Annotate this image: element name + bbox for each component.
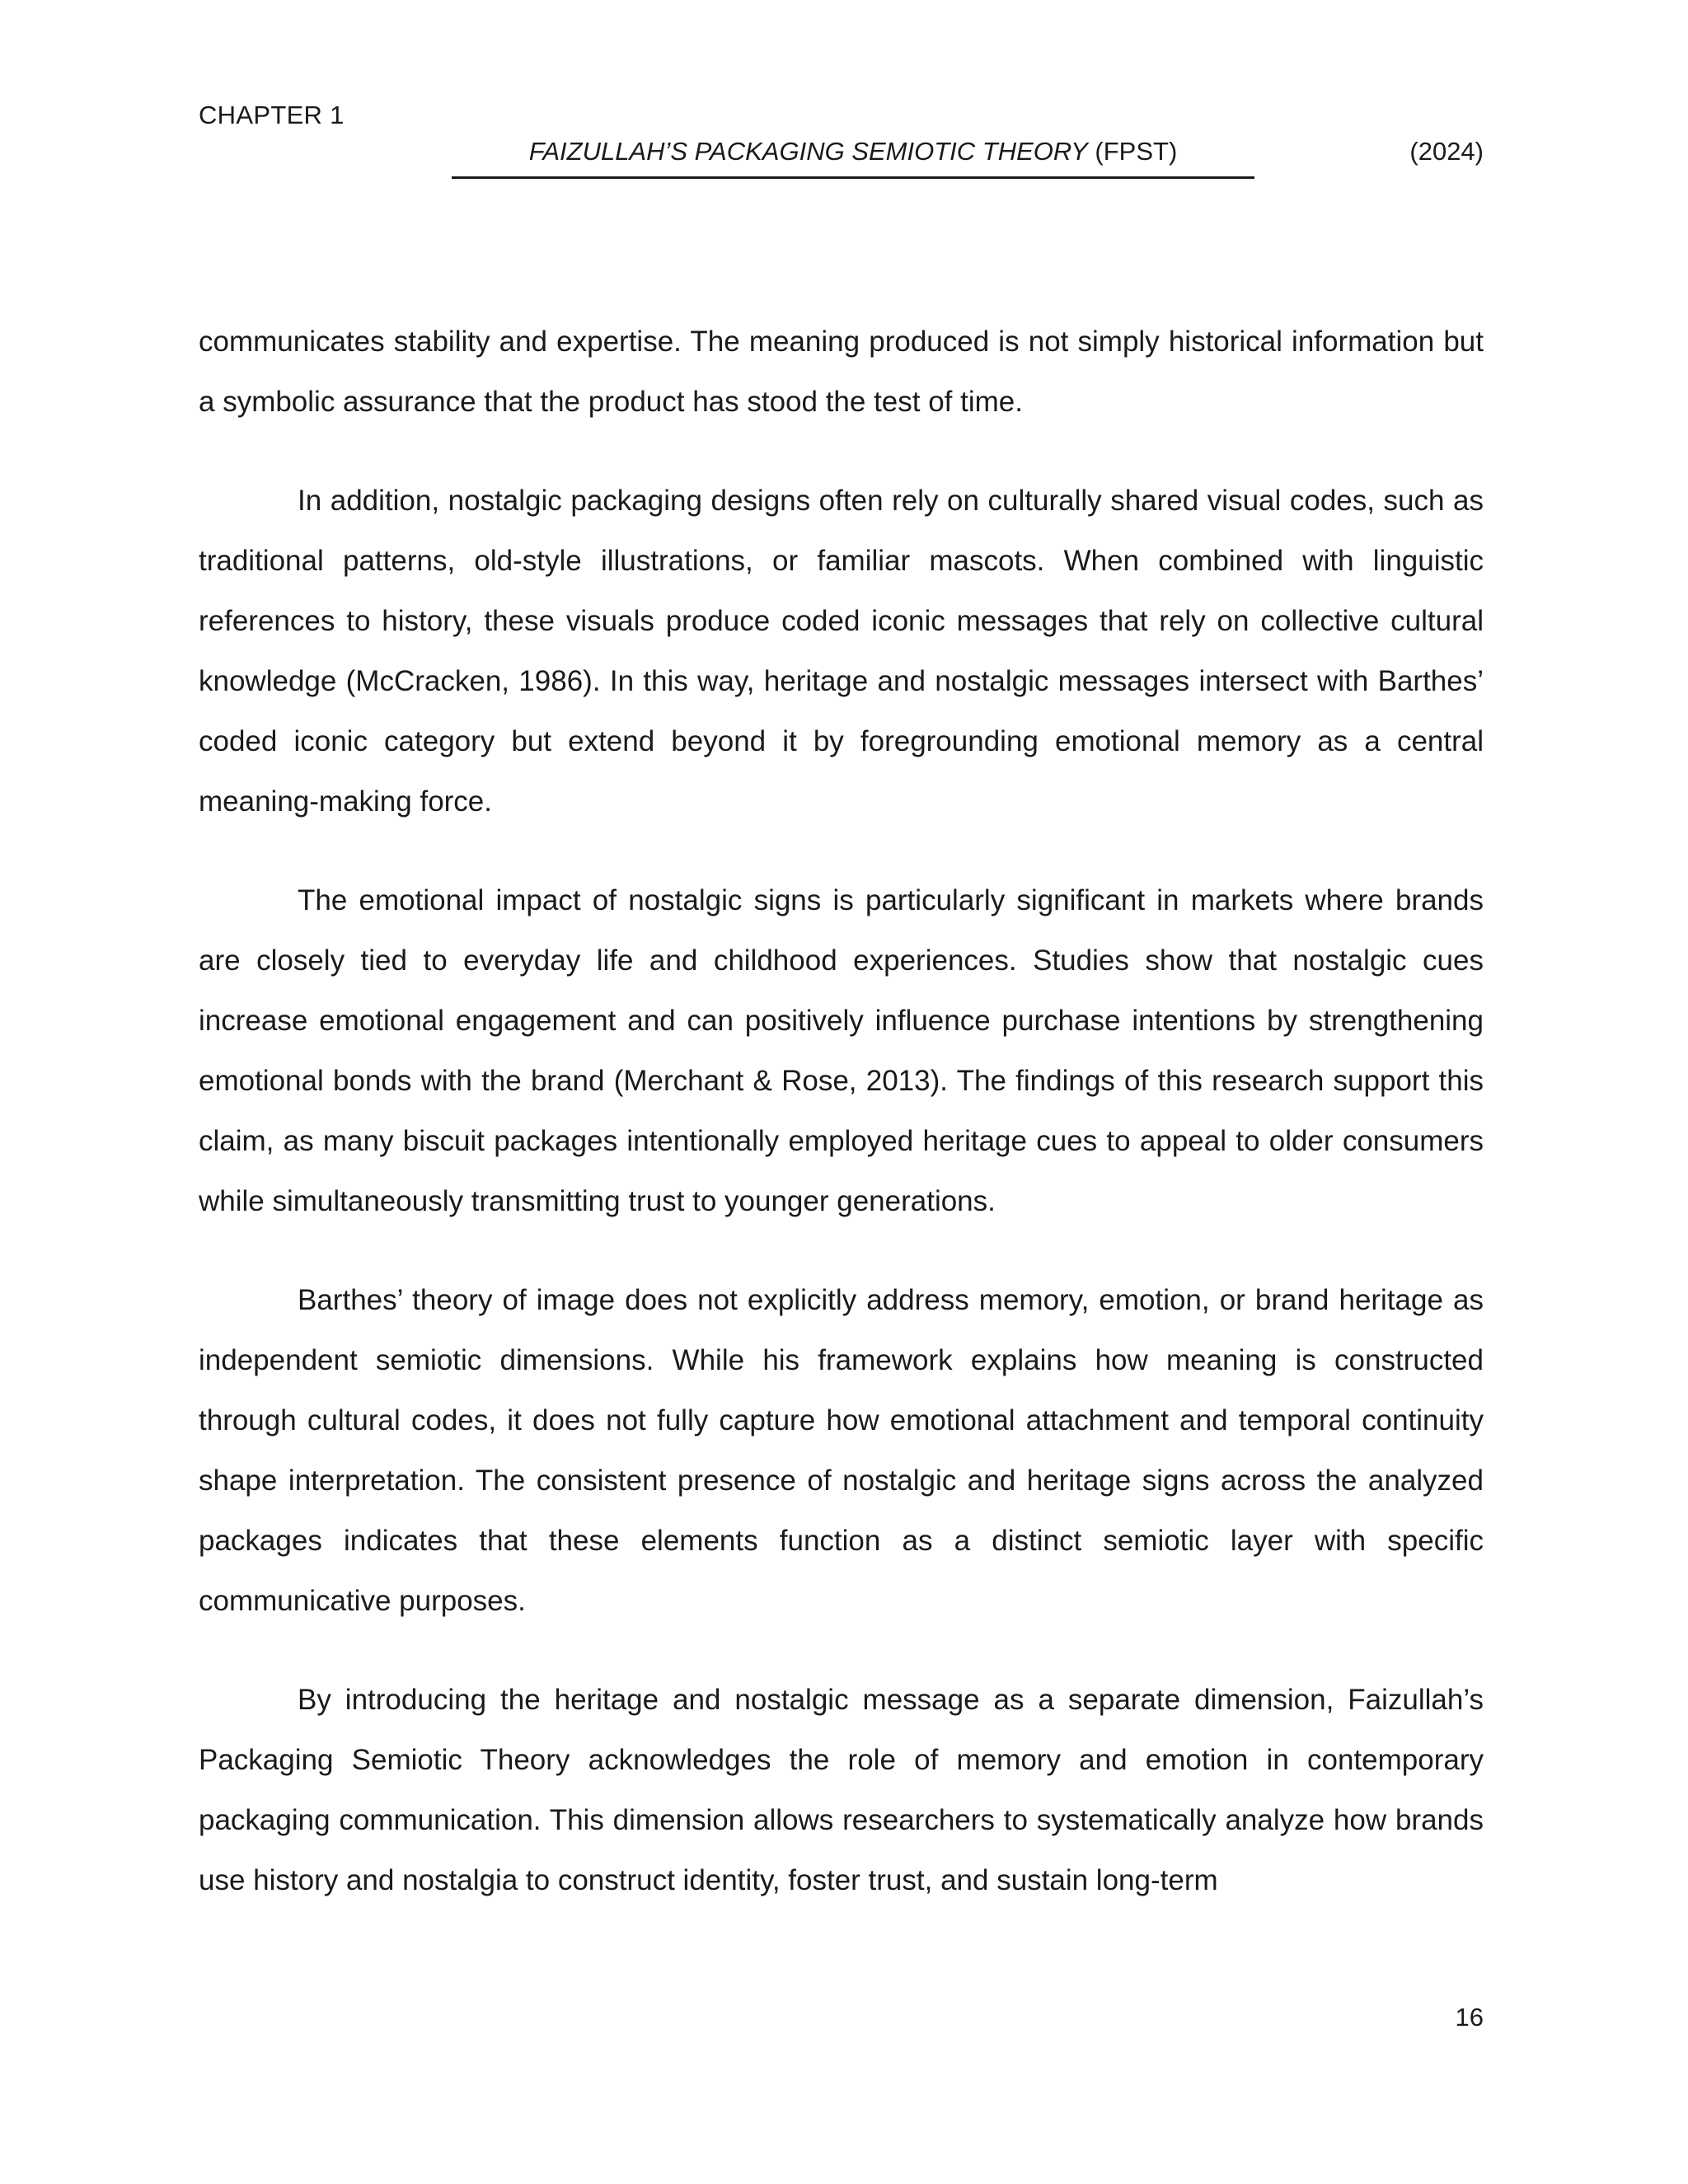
running-head-abbreviation: (FPST) xyxy=(1087,137,1178,166)
body-text xyxy=(199,312,1484,1949)
paragraph: In addition, nostalgic packaging designs often rely on culturally shared visual codes, such as traditional patterns, old-style illustrations, or familiar mascots. When combined with linguistic references to history, these visuals produce coded iconic messages that rely on collective cultural knowledge (McCracken, 1986). In this way, heritage and nostalgic messages intersect with Barthes’ coded iconic category but extend beyond it by foregrounding emotional memory as a central meaning-making force. xyxy=(199,485,1484,818)
paragraph: By introducing the heritage and nostalgic message as a separate dimension, Faizullah’s Packaging Semiotic Theory acknowledges the role of memory and emotion in contemporary packaging communication. This dimension allows researchers to systematically analyze how brands use history and nostalgia to construct identity, foster trust, and sustain long-term xyxy=(199,1684,1484,1896)
paragraph: The emotional impact of nostalgic signs is particularly significant in markets where brands are closely tied to everyday life and childhood experiences. Studies show that nostalgic cues increase emotional engagement and can positively influence purchase intentions by strengthening emotional bonds with the brand (Merchant & Rose, 2013). The findings of this research support this claim, as many biscuit packages intentionally employed heritage cues to appeal to older consumers while simultaneously transmitting trust to younger generations. xyxy=(199,884,1484,1217)
running-head-theory-name: FAIZULLAH’S PACKAGING SEMIOTIC THEORY xyxy=(528,137,1088,166)
running-head xyxy=(452,135,1254,168)
chapter-label: CHAPTER 1 xyxy=(199,101,345,129)
paragraph-continued: communicates stability and expertise. The meaning produced is not simply historical information but a symbolic assurance that the product has stood the test of time. xyxy=(199,326,1484,418)
header-rule xyxy=(452,176,1254,179)
paragraph: Barthes’ theory of image does not explicitly address memory, emotion, or brand heritage as independent semiotic dimensions. While his framework explains how meaning is constructed through cultural codes, it does not fully capture how emotional attachment and temporal continuity shape interpretation. The consistent presence of nostalgic and heritage signs across the analyzed packages indicates that these elements function as a distinct semiotic layer with specific communicative purposes. xyxy=(199,1284,1484,1617)
header-year: (2024) xyxy=(1409,137,1484,166)
page-number: 16 xyxy=(1455,2003,1484,2032)
